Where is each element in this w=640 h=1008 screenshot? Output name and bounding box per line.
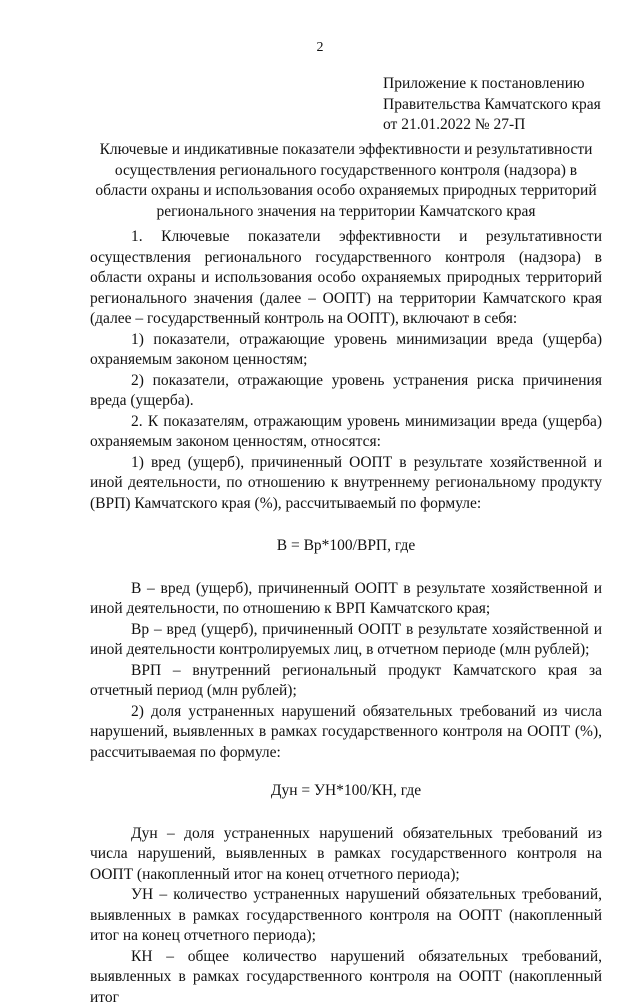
document-body	[90, 227, 602, 1008]
paragraph-4: 2. К показателям, отражающим уровень минимизации вреда (ущерба) охраняемым законом ценностям, относятся:	[90, 412, 602, 453]
paragraph-5: 1) вред (ущерб), причиненный ООПТ в результате хозяйственной и иной деятельности, по отношению к внутреннему региональному продукту (ВРП) Камчатского края (%), рассчитываемый по формуле:	[90, 453, 602, 515]
paragraph-6: В – вред (ущерб), причиненный ООПТ в результате хозяйственной и иной деятельности, по отношению к ВРП Камчатского края;	[90, 579, 602, 620]
paragraph-11: УН – количество устраненных нарушений обязательных требований, выявленных в рамках государственного контроля на ООПТ (накопленный итог на конец отчетного периода);	[90, 885, 602, 947]
appendix-line-3: от 21.01.2022 № 27-П	[383, 115, 633, 136]
paragraph-2: 1) показатели, отражающие уровень минимизации вреда (ущерба) охраняемым законом ценностям;	[90, 330, 602, 371]
formula-share: Дун = УН*100/КН, где	[90, 781, 602, 802]
paragraph-8: ВРП – внутренний региональный продукт Камчатского края за отчетный период (млн рублей);	[90, 661, 602, 702]
paragraph-1: 1. Ключевые показатели эффективности и результативности осуществления регионального государственного контроля (надзора) в области охраны и использования особо охраняемых природных территорий регионального значения (далее – ООПТ) на территории Камчатского края (далее – государственный контроль на ООПТ), включают в себя:	[90, 227, 602, 330]
paragraph-3: 2) показатели, отражающие уровень устранения риска причинения вреда (ущерба).	[90, 371, 602, 412]
page-number: 2	[0, 38, 640, 59]
paragraph-9: 2) доля устраненных нарушений обязательных требований из числа нарушений, выявленных в рамках государственного контроля на ООПТ (%), рассчитываемая по формуле:	[90, 702, 602, 764]
paragraph-12: КН – общее количество нарушений обязательных требований, выявленных в рамках государственного контроля на ООПТ (накопленный итог	[90, 947, 602, 1008]
formula-harm: В = Вр*100/ВРП, где	[90, 536, 602, 557]
paragraph-10: Дун – доля устраненных нарушений обязательных требований из числа нарушений, выявленных в рамках государственного контроля на ООПТ (накопленный итог на конец отчетного периода);	[90, 824, 602, 886]
appendix-line-1: Приложение к постановлению	[383, 74, 633, 95]
appendix-line-2: Правительства Камчатского края	[383, 95, 633, 116]
paragraph-7: Вр – вред (ущерб), причиненный ООПТ в результате хозяйственной и иной деятельности контролируемых лиц, в отчетном периоде (млн рублей);	[90, 620, 602, 661]
document-title: Ключевые и индикативные показатели эффективности и результативности осуществления регионального государственного контроля (надзора) в области охраны и использования особо охраняемых природных территорий регионального значения на территории Камчатского края	[88, 140, 604, 222]
appendix-header	[383, 74, 633, 136]
